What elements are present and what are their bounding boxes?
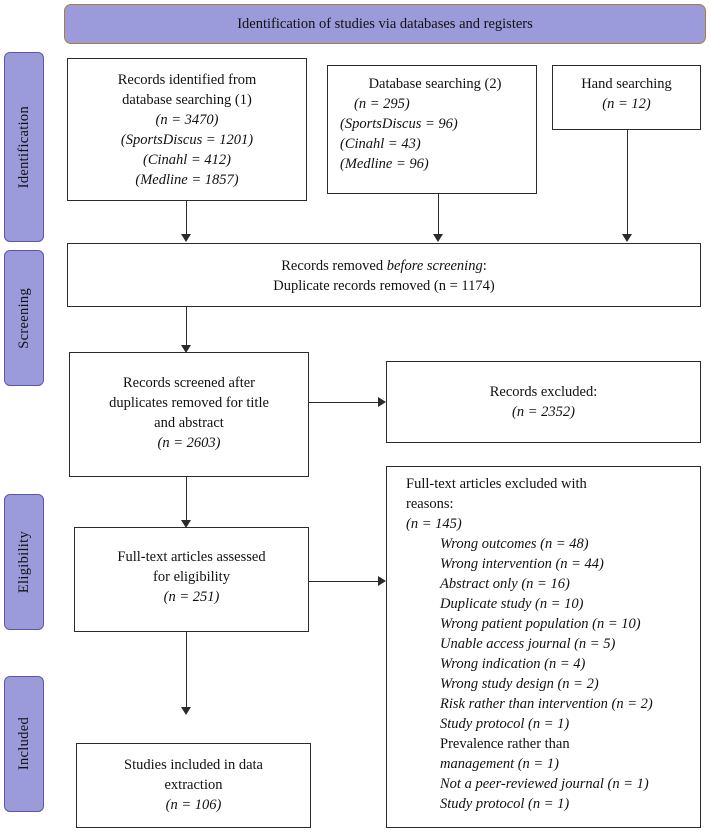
box-hand-searching-text [556,74,697,114]
records-identified-line-5: (Cinahl = 412) [143,152,231,168]
database-searching-2-line-5: (Medline = 96) [340,156,429,172]
records-screened-line-2: duplicates removed for title [109,395,269,411]
phase-eligibility [4,494,44,630]
fulltext-excluded-reason-1: Wrong outcomes (n = 48) [440,536,589,552]
records-identified-line-6: (Medline = 1857) [135,172,239,188]
arrow-fulltext-to-excluded [309,581,378,582]
box-fulltext-excluded-text [406,474,698,814]
studies-included-line-1: Studies included in data [124,757,263,773]
records-removed-line-2 [70,276,698,296]
fulltext-excluded-heading-1: Full-text articles excluded with [406,476,587,492]
arrow-screened-to-excluded-head [378,397,386,407]
records-excluded-line-2: (n = 2352) [512,404,575,420]
diagram-header-banner [64,4,706,44]
records-identified-line-2: database searching (1) [122,92,252,108]
fulltext-excluded-reason-7: Wrong indication (n = 4) [440,656,586,672]
phase-screening [4,250,44,386]
fulltext-excluded-heading-3: (n = 145) [406,516,462,532]
phase-included [4,676,44,812]
records-screened-line-3: and abstract [154,415,224,431]
box-records-identified-text [72,70,302,190]
phase-screening-label: Screening [15,287,32,349]
database-searching-2-line-3: (SportsDiscus = 96) [340,116,458,132]
arrow-removed-to-screened [186,307,187,345]
box-studies-included-text [80,755,307,815]
records-identified-line-1: Records identified from [117,72,257,88]
fulltext-excluded-heading-2: reasons: [406,496,454,512]
fulltext-excluded-reason-11: Prevalence rather than [440,736,570,752]
records-removed-prefix: Records removed [281,258,387,274]
fulltext-excluded-reason-3: Abstract only (n = 16) [440,576,570,592]
hand-searching-line-2: (n = 12) [602,96,651,112]
arrow-records-identified-down-head [181,234,191,242]
records-removed-italic: before screening [386,258,483,274]
fulltext-excluded-reason-12: management (n = 1) [440,756,559,772]
fulltext-excluded-reason-4: Duplicate study (n = 10) [440,596,584,612]
arrow-database-searching-2-down [438,194,439,234]
hand-searching-line-1: Hand searching [581,76,672,92]
studies-included-line-2: extraction [164,777,223,793]
database-searching-2-line-1: Database searching (2) [368,76,502,92]
box-records-removed-text [70,256,698,296]
arrow-screened-to-excluded [309,402,378,403]
arrow-fulltext-to-excluded-head [378,576,386,586]
phase-included-label: Included [15,717,32,771]
fulltext-excluded-reason-13: Not a peer-reviewed journal (n = 1) [440,776,649,792]
records-identified-line-3: (n = 3470) [155,112,219,128]
records-removed-duplicates: Duplicate records removed (n = 1174) [273,278,495,294]
database-searching-2-line-4: (Cinahl = 43) [340,136,421,152]
arrow-hand-searching-down-head [622,234,632,242]
records-removed-suffix: : [482,258,487,274]
arrow-database-searching-2-down-head [433,234,443,242]
database-searching-2-line-2: (n = 295) [354,96,410,112]
studies-included-line-3: (n = 106) [165,797,222,813]
records-identified-line-4: (SportsDiscus = 1201) [120,132,254,148]
box-fulltext-assessed-text [78,547,305,607]
fulltext-excluded-reason-14: Study protocol (n = 1) [440,796,570,812]
records-excluded-line-1: Records excluded: [489,384,598,400]
box-records-screened-text [73,373,305,453]
arrow-fulltext-to-included-head [181,707,191,715]
fulltext-assessed-line-2: for eligibility [153,569,230,585]
fulltext-assessed-line-1: Full-text articles assessed [117,549,266,565]
arrow-records-identified-down [186,201,187,234]
phase-identification [4,52,44,242]
records-screened-line-1: Records screened after [122,375,256,391]
fulltext-excluded-reason-5: Wrong patient population (n = 10) [440,616,641,632]
arrow-hand-searching-down [627,130,628,234]
records-removed-line-1 [70,256,698,276]
records-screened-line-4: (n = 2603) [157,435,221,451]
phase-identification-label: Identification [15,105,32,189]
fulltext-excluded-reason-10: Study protocol (n = 1) [440,716,570,732]
fulltext-excluded-reason-9: Risk rather than intervention (n = 2) [440,696,653,712]
fulltext-excluded-reason-6: Unable access journal (n = 5) [440,636,616,652]
fulltext-excluded-reason-2: Wrong intervention (n = 44) [440,556,604,572]
arrow-screened-to-fulltext [186,477,187,520]
fulltext-assessed-line-3: (n = 251) [163,589,220,605]
arrow-fulltext-to-included [186,632,187,707]
box-records-excluded-text [390,382,697,422]
fulltext-excluded-reason-8: Wrong study design (n = 2) [440,676,599,692]
diagram-title: Identification of studies via databases and registers [237,15,533,32]
phase-eligibility-label: Eligibility [15,530,32,594]
box-database-searching-2-text [340,74,530,174]
